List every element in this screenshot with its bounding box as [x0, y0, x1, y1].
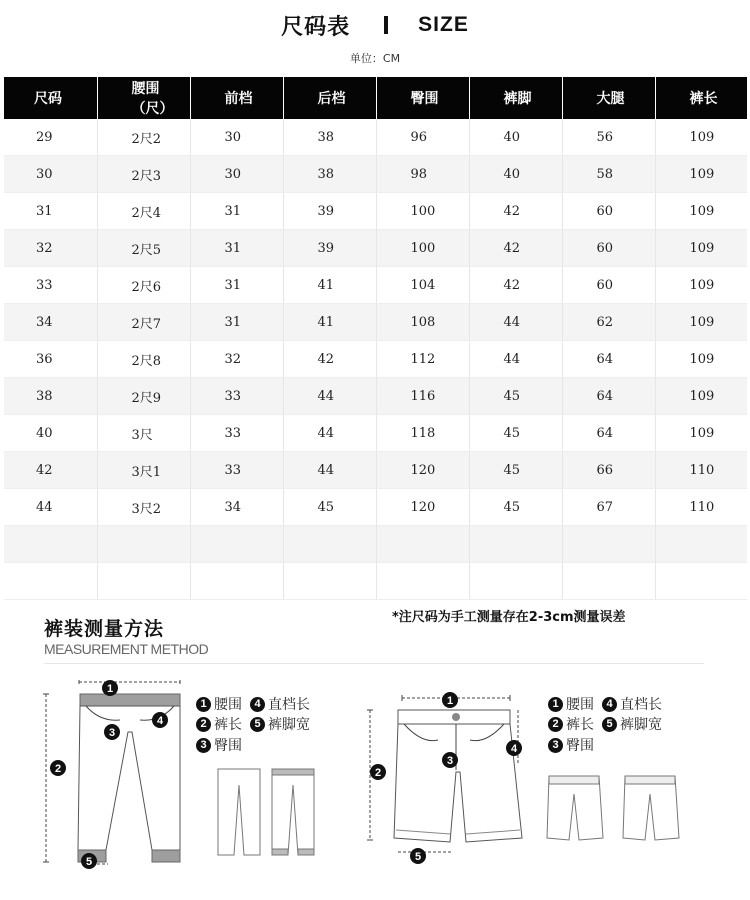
table-cell: 45: [469, 378, 562, 415]
method-divider: [44, 663, 704, 664]
table-cell: 109: [655, 341, 747, 378]
table-cell: 2尺5: [97, 230, 190, 267]
table-cell: 2尺8: [97, 341, 190, 378]
table-cell: [562, 563, 655, 600]
table-cell: 96: [376, 119, 469, 156]
size-chart-title-en: SIZE: [418, 13, 469, 36]
table-row: [4, 193, 747, 230]
long-pants-diagram: [40, 672, 200, 872]
table-cell: 116: [376, 378, 469, 415]
table-cell: 34: [190, 489, 283, 526]
table-cell: 45: [469, 489, 562, 526]
table-cell: 30: [190, 156, 283, 193]
table-row: [4, 230, 747, 267]
table-cell: [376, 563, 469, 600]
table-cell: 40: [4, 415, 97, 452]
table-cell: 66: [562, 452, 655, 489]
table-cell: 40: [469, 156, 562, 193]
marker-1: 1: [446, 695, 454, 707]
shorts-diagram: [360, 680, 540, 866]
marker-5: 5: [414, 851, 422, 863]
table-cell: 31: [4, 193, 97, 230]
table-cell: 39: [283, 193, 376, 230]
table-cell: [655, 563, 747, 600]
table-cell: [469, 563, 562, 600]
marker-2: 2: [54, 763, 62, 775]
table-row: [4, 526, 747, 563]
table-row: [4, 415, 747, 452]
table-cell: 64: [562, 341, 655, 378]
table-cell: 110: [655, 452, 747, 489]
table-cell: 31: [190, 230, 283, 267]
table-cell: 42: [4, 452, 97, 489]
table-cell: 60: [562, 193, 655, 230]
table-cell: 109: [655, 119, 747, 156]
unit-label: 单位：CM: [349, 52, 401, 65]
legend-item: 2 裤长: [196, 714, 242, 734]
table-cell: 33: [4, 267, 97, 304]
table-row: [4, 341, 747, 378]
legend-item: 3 臀围: [196, 735, 242, 755]
table-cell: 109: [655, 267, 747, 304]
table-cell: 109: [655, 304, 747, 341]
table-cell: [97, 526, 190, 563]
table-cell: 32: [190, 341, 283, 378]
method-title: 裤装测量方法: [44, 618, 165, 640]
table-cell: 41: [283, 304, 376, 341]
table-cell: 42: [283, 341, 376, 378]
table-cell: 33: [190, 378, 283, 415]
table-cell: 30: [190, 119, 283, 156]
table-cell: 60: [562, 267, 655, 304]
table-cell: 42: [469, 230, 562, 267]
table-cell: [97, 563, 190, 600]
table-cell: [283, 563, 376, 600]
table-cell: 29: [4, 119, 97, 156]
table-row: [4, 452, 747, 489]
table-cell: 44: [283, 378, 376, 415]
legend-item: 5 裤脚宽: [602, 714, 662, 734]
table-cell: 58: [562, 156, 655, 193]
table-cell: 64: [562, 378, 655, 415]
table-row: [4, 119, 747, 156]
table-cell: 31: [190, 267, 283, 304]
table-cell: 38: [283, 156, 376, 193]
table-row: [4, 563, 747, 600]
table-cell: 100: [376, 230, 469, 267]
table-cell: 2尺3: [97, 156, 190, 193]
table-cell: [4, 526, 97, 563]
legend-item: 4 直档长: [602, 694, 662, 714]
table-cell: 31: [190, 304, 283, 341]
table-cell: [190, 526, 283, 563]
table-cell: 56: [562, 119, 655, 156]
table-cell: 98: [376, 156, 469, 193]
table-row: [4, 378, 747, 415]
table-cell: 45: [469, 415, 562, 452]
size-chart-title: 尺码表: [281, 14, 351, 40]
marker-4: 4: [156, 715, 164, 727]
size-table: [4, 77, 747, 600]
table-cell: [655, 526, 747, 563]
table-cell: 32: [4, 230, 97, 267]
table-cell: 3尺1: [97, 452, 190, 489]
table-cell: [469, 526, 562, 563]
table-cell: 42: [469, 193, 562, 230]
table-cell: 44: [469, 341, 562, 378]
table-cell: 41: [283, 267, 376, 304]
measurement-note: *注尺码为手工测量存在2-3cm测量误差: [392, 610, 626, 625]
marker-1: 1: [106, 683, 114, 695]
table-cell: 34: [4, 304, 97, 341]
method-subtitle: MEASUREMENT METHOD: [44, 641, 209, 657]
table-cell: 112: [376, 341, 469, 378]
table-cell: 62: [562, 304, 655, 341]
column-header: 裤长: [655, 77, 747, 119]
legend-item: 2 裤长: [548, 714, 594, 734]
table-cell: 44: [283, 452, 376, 489]
table-cell: [283, 526, 376, 563]
size-chart-header: [0, 8, 750, 42]
table-cell: 2尺9: [97, 378, 190, 415]
table-cell: 108: [376, 304, 469, 341]
table-cell: [376, 526, 469, 563]
legend-item: 1 腰围: [548, 694, 594, 714]
column-header: 裤脚: [469, 77, 562, 119]
legend-item: 1 腰围: [196, 694, 242, 714]
marker-2: 2: [374, 767, 382, 779]
legend-item: 5 裤脚宽: [250, 714, 310, 734]
table-cell: 2尺4: [97, 193, 190, 230]
column-header: 前档: [190, 77, 283, 119]
table-cell: 39: [283, 230, 376, 267]
table-cell: 100: [376, 193, 469, 230]
table-cell: 44: [4, 489, 97, 526]
table-cell: 3尺2: [97, 489, 190, 526]
table-cell: 38: [283, 119, 376, 156]
table-cell: 60: [562, 230, 655, 267]
marker-3: 3: [108, 727, 116, 739]
table-cell: 120: [376, 452, 469, 489]
marker-4: 4: [510, 743, 518, 755]
legend-item: 4 直档长: [250, 694, 310, 714]
table-cell: 64: [562, 415, 655, 452]
table-cell: 42: [469, 267, 562, 304]
column-header: 尺码: [4, 77, 97, 119]
table-cell: 33: [190, 415, 283, 452]
table-cell: 67: [562, 489, 655, 526]
table-row: [4, 489, 747, 526]
table-cell: 2尺6: [97, 267, 190, 304]
table-cell: [4, 563, 97, 600]
table-cell: 109: [655, 230, 747, 267]
table-cell: 2尺2: [97, 119, 190, 156]
table-cell: 109: [655, 415, 747, 452]
table-cell: 120: [376, 489, 469, 526]
table-cell: 31: [190, 193, 283, 230]
marker-3: 3: [446, 755, 454, 767]
table-cell: 45: [469, 452, 562, 489]
column-header: 腰围（尺）: [97, 77, 190, 119]
table-cell: 3尺: [97, 415, 190, 452]
table-cell: 109: [655, 156, 747, 193]
table-cell: 110: [655, 489, 747, 526]
table-row: [4, 267, 747, 304]
table-cell: 2尺7: [97, 304, 190, 341]
marker-5: 5: [85, 856, 93, 868]
title-divider: [384, 16, 388, 34]
table-header-row: [4, 77, 747, 119]
long-pants-thumbnails: [214, 765, 324, 860]
table-cell: [562, 526, 655, 563]
legend-item: 3 臀围: [548, 735, 594, 755]
table-cell: 118: [376, 415, 469, 452]
column-header: 大腿: [562, 77, 655, 119]
table-cell: 45: [283, 489, 376, 526]
table-cell: 109: [655, 378, 747, 415]
shorts-thumbnails: [545, 770, 685, 850]
column-header: 后档: [283, 77, 376, 119]
table-cell: 40: [469, 119, 562, 156]
column-header: 臀围: [376, 77, 469, 119]
table-cell: 38: [4, 378, 97, 415]
table-cell: 44: [283, 415, 376, 452]
table-cell: 109: [655, 193, 747, 230]
table-cell: [190, 563, 283, 600]
table-cell: 36: [4, 341, 97, 378]
table-cell: 30: [4, 156, 97, 193]
table-cell: 44: [469, 304, 562, 341]
table-cell: 33: [190, 452, 283, 489]
table-row: [4, 304, 747, 341]
table-row: [4, 156, 747, 193]
table-cell: 104: [376, 267, 469, 304]
